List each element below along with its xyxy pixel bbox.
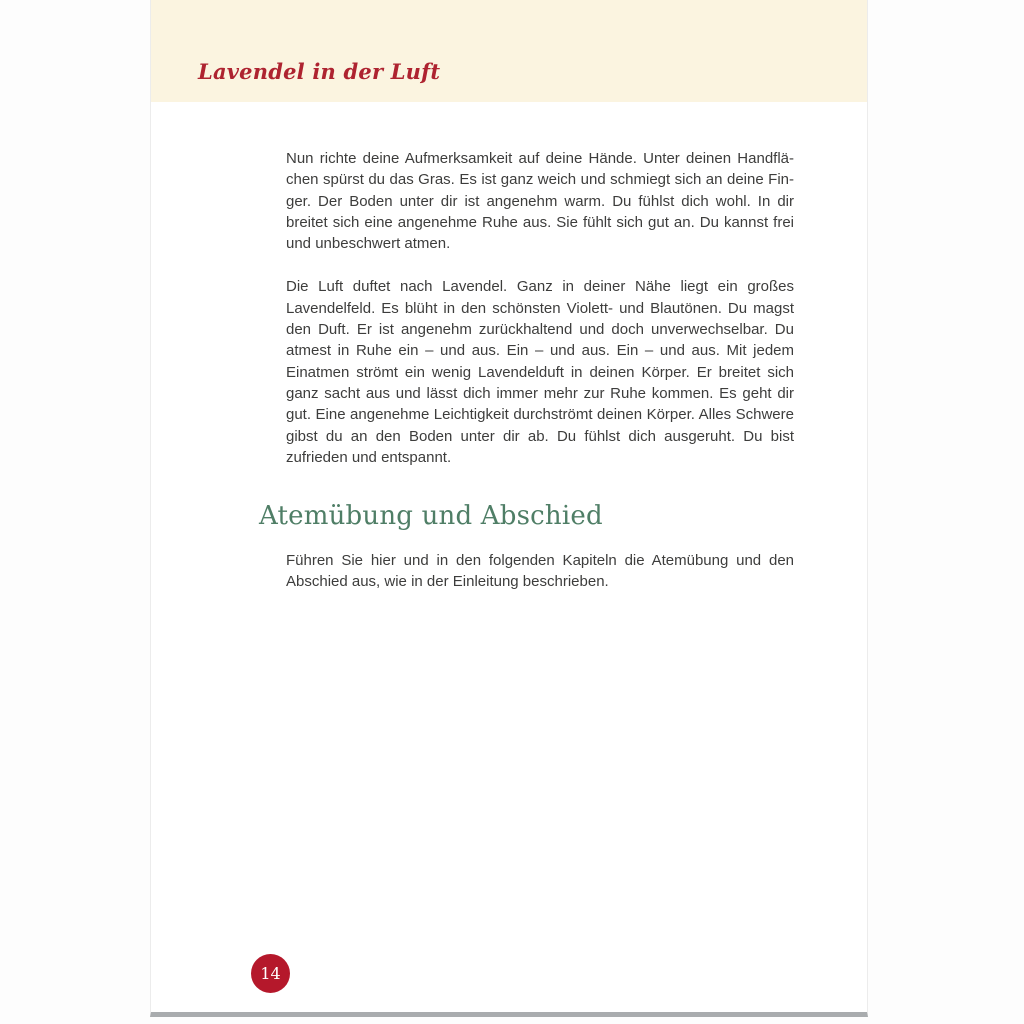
paragraph: Die Luft duftet nach Lavendel. Ganz in deiner Nähe liegt ein großes Lavendelfeld. Es blüht in den schönsten Violett- und Blautönen. Du magst den Duft. Er ist angenehm zurückhaltend und doch unverwechselbar. Du atmest in Ruhe ein – und aus. Ein – und aus. Ein – und aus. Mit jedem Einatmen strömt ein wenig Lavendelduft in deinen Körper. Er breitet sich ganz sacht aus und lässt dich immer mehr zur Ruhe kommen. Es geht dir gut. Eine angenehme Leichtigkeit durchströmt deinen Körper. Alles Schwere gibst du an den Boden unter dir ab. Du fühlst dich ausgeruht. Du bist zufrieden und entspannt. (286, 278, 794, 466)
page-number-badge (251, 954, 290, 993)
section-heading: Atemübung und Abschied (259, 501, 603, 532)
paragraph: Nun richte deine Aufmerksamkeit auf deine Hände. Unter deinen Handflächen spürst du das Gras. Es ist ganz weich und schmiegt sich an deine Finger. Der Boden unter dir ist angenehm warm. Du fühlst dich wohl. In dir breitet sich eine angenehme Ruhe aus. Sie fühlt sich gut an. Du kannst frei und unbeschwert atmen. (286, 150, 794, 253)
header-band (151, 0, 867, 102)
page-content (151, 148, 867, 593)
paragraph: Führen Sie hier und in den folgenden Kapiteln die Atemübung und den Abschied aus, wie in der Einleitung beschrieben. (286, 552, 794, 591)
chapter-title: Lavendel in der Luft (198, 59, 441, 84)
book-page (150, 0, 868, 1017)
page-number: 14 (260, 964, 281, 983)
